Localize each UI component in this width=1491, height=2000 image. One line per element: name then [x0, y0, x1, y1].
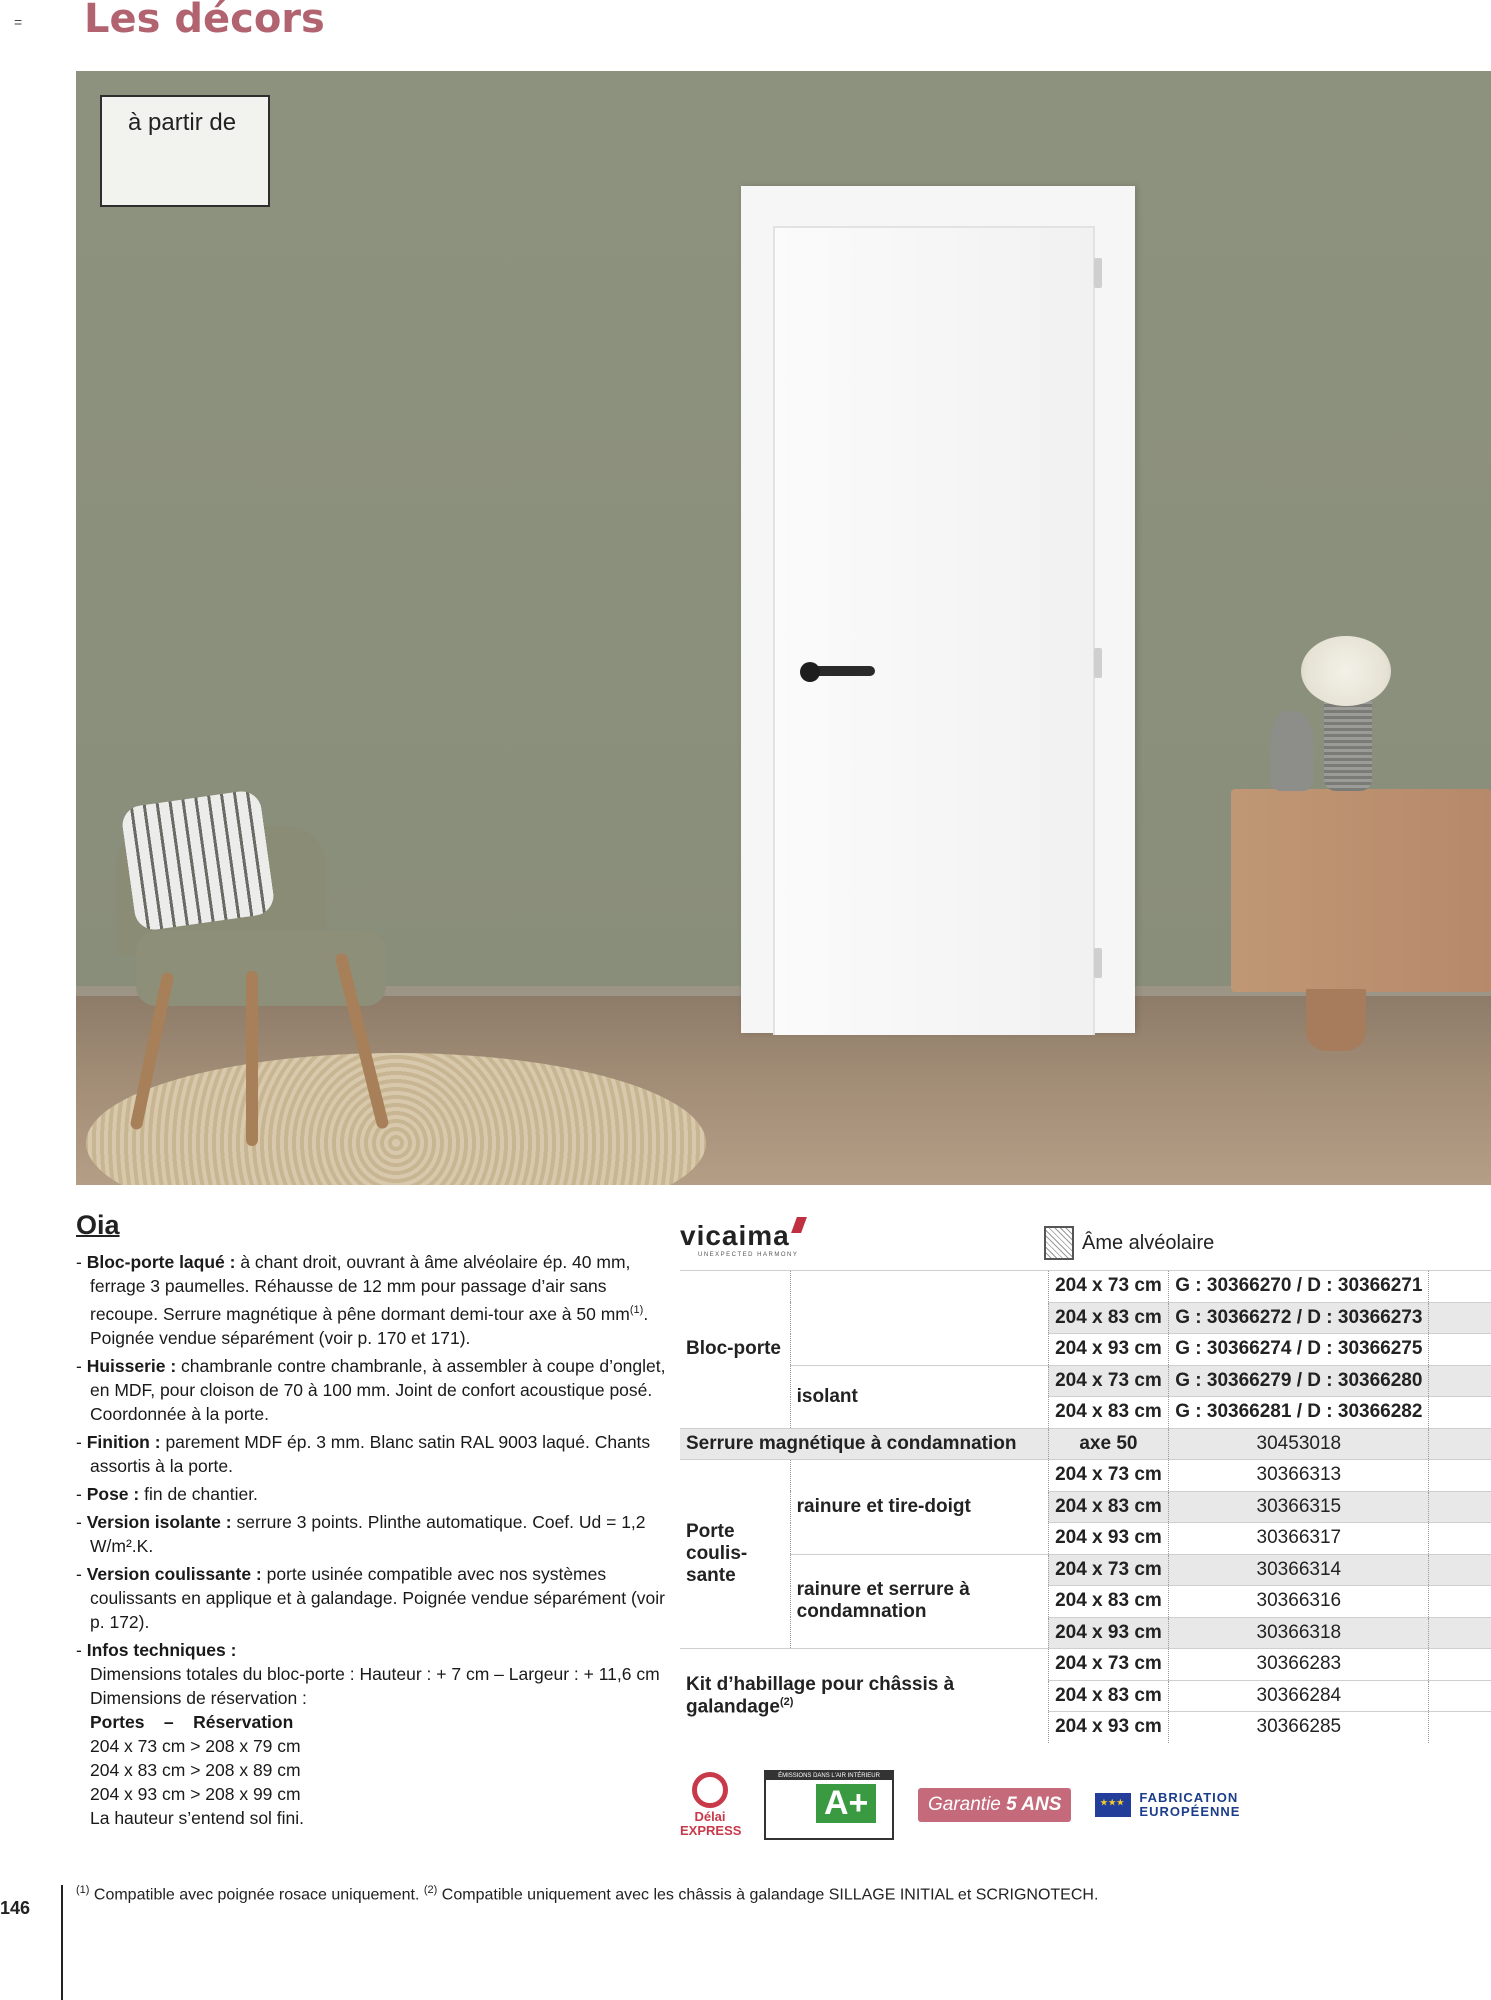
price-label: à partir de [128, 109, 237, 136]
empty-cell [1429, 1680, 1491, 1712]
garantie-badge [918, 1788, 1071, 1822]
spec-label: Version isolante : [86, 1511, 232, 1532]
spec-list [76, 1250, 666, 1830]
armchair-leg [246, 971, 258, 1146]
empty-cell [1429, 1334, 1491, 1366]
footnote-sup: (2) [423, 1884, 438, 1896]
empty-cell [1429, 1397, 1491, 1429]
delai-line: Délai [694, 1809, 726, 1824]
air-emission-grade: A+ [816, 1784, 876, 1823]
sideboard-foot [1306, 989, 1366, 1051]
spec-text: serrure 3 points. Plinthe automatique. Coef. Ud = 1,2 W/m².K. [90, 1511, 646, 1556]
size-cell: 204 x 93 cm [1048, 1523, 1169, 1555]
ref-cell: G : 30366279 / D : 30366280 [1169, 1365, 1429, 1397]
row-sublabel-rainure-tire: rainure et tire-doigt [790, 1460, 1048, 1555]
eu-flag-icon [1095, 1793, 1131, 1817]
air-emission-badge [764, 1770, 894, 1840]
footnotes [76, 1884, 1098, 1904]
empty-cell [1429, 1271, 1491, 1303]
ref-cell: 30366283 [1169, 1649, 1429, 1681]
garantie-years: 5 ANS [1006, 1794, 1062, 1815]
spec-item: - Finition : parement MDF ép. 3 mm. Blanc satin RAL 9003 laqué. Chants assortis à la porte. [76, 1431, 651, 1476]
size-cell: 204 x 93 cm [1048, 1617, 1169, 1649]
delai-express-badge [680, 1772, 740, 1838]
delivery-icon [692, 1772, 728, 1808]
eu-line: EUROPÉENNE [1139, 1804, 1241, 1819]
hinge [1094, 258, 1102, 288]
spec-label: Finition : [86, 1431, 161, 1452]
garantie-text: Garantie [928, 1794, 1007, 1815]
empty-cell [1429, 1302, 1491, 1334]
page-number: 146 [0, 1898, 31, 1918]
ref-cell: G : 30366281 / D : 30366282 [1169, 1397, 1429, 1429]
ref-cell: 30366284 [1169, 1680, 1429, 1712]
sideboard [1231, 789, 1491, 992]
hero-photo [76, 71, 1491, 1185]
size-cell: 204 x 73 cm [1048, 1649, 1169, 1681]
size-cell: 204 x 93 cm [1048, 1334, 1169, 1366]
vase [1324, 691, 1372, 791]
reservation-row: 204 x 83 cm > 208 x 89 cm [90, 1759, 301, 1780]
empty-cell [1429, 1554, 1491, 1586]
ref-cell: 30366318 [1169, 1617, 1429, 1649]
empty-cell [1429, 1428, 1491, 1460]
page-divider [61, 1885, 63, 2000]
empty-cell [1429, 1649, 1491, 1681]
door-frame [741, 186, 1135, 1033]
size-cell: axe 50 [1048, 1428, 1169, 1460]
spec-item: - Version coulissante : porte usinée compatible avec nos systèmes coulissants en applique et à galandage. Poignée vendue séparément (voir p. 172). [76, 1563, 665, 1632]
vase [1271, 711, 1313, 791]
ref-cell: G : 30366274 / D : 30366275 [1169, 1334, 1429, 1366]
table-row [680, 1554, 1491, 1586]
spec-text: parement MDF ép. 3 mm. Blanc satin RAL 9003 laqué. Chants assortis à la porte. [90, 1431, 651, 1476]
row-label-bloc-porte: Bloc-porte [680, 1271, 790, 1429]
door-handle-rose [800, 662, 820, 682]
ref-cell: 30366285 [1169, 1712, 1429, 1743]
ref-cell: G : 30366272 / D : 30366273 [1169, 1302, 1429, 1334]
spec-text: . Poignée vendue séparément (voir p. 170 et 171). [90, 1303, 649, 1348]
page-title: Les décors [84, 0, 325, 42]
table-row [680, 1365, 1491, 1397]
table-row [680, 1460, 1491, 1492]
door-leaf [773, 226, 1095, 1035]
menu-icon[interactable]: = [14, 14, 23, 30]
size-cell: 204 x 83 cm [1048, 1397, 1169, 1429]
kit-label: Kit d’habillage pour châssis à galandage [686, 1673, 955, 1717]
empty-cell [1429, 1586, 1491, 1618]
row-label-serrure: Serrure magnétique à condamnation [680, 1428, 1048, 1460]
table-row [680, 1428, 1491, 1460]
size-cell: 204 x 83 cm [1048, 1491, 1169, 1523]
infos-line: Dimensions de réservation : [90, 1687, 307, 1708]
reservation-row: 204 x 93 cm > 208 x 99 cm [90, 1783, 301, 1804]
size-cell: 204 x 83 cm [1048, 1680, 1169, 1712]
ref-cell: 30453018 [1169, 1428, 1429, 1460]
hinge [1094, 948, 1102, 978]
ame-label: Âme alvéolaire [1082, 1231, 1215, 1254]
empty-cell [1429, 1460, 1491, 1492]
brand-name: vicaima [680, 1220, 790, 1251]
spec-item: - Pose : fin de chantier. [76, 1483, 258, 1504]
row-label-kit [680, 1649, 1048, 1743]
size-cell: 204 x 83 cm [1048, 1586, 1169, 1618]
ref-cell: 30366315 [1169, 1491, 1429, 1523]
spec-item: - Version isolante : serrure 3 points. Plinthe automatique. Coef. Ud = 1,2 W/m².K. [76, 1511, 646, 1556]
spec-label: Infos techniques : [86, 1639, 237, 1660]
size-cell: 204 x 73 cm [1048, 1365, 1169, 1397]
ref-cell: 30366313 [1169, 1460, 1429, 1492]
empty-cell [1429, 1617, 1491, 1649]
size-cell: 204 x 73 cm [1048, 1554, 1169, 1586]
ref-cell: 30366314 [1169, 1554, 1429, 1586]
fabrication-europeenne-badge [1095, 1791, 1240, 1819]
infos-note: La hauteur s’entend sol fini. [90, 1807, 305, 1828]
row-sublabel-isolant: isolant [790, 1365, 1048, 1428]
footnote-text: Compatible uniquement avec les châssis à galandage SILLAGE INITIAL et SCRIGNOTECH. [437, 1886, 1099, 1904]
eu-line: FABRICATION [1139, 1790, 1239, 1805]
spec-item: - Bloc-porte laqué : à chant droit, ouvrant à âme alvéolaire ép. 40 mm, ferrage 3 paumelles. Réhausse de 12 mm pour passage d’air sans recoupe. Serrure magnétique à pêne dormant demi-tour axe à 50 $mm^{(1)}$. Poignée vendue séparément (voir p. 170 et 171). [76, 1252, 649, 1348]
flowers [1301, 636, 1391, 706]
table-row [680, 1271, 1491, 1303]
brand-logo [680, 1220, 798, 1258]
row-sublabel [790, 1271, 1048, 1366]
empty-cell [1429, 1523, 1491, 1555]
price-box [100, 95, 270, 207]
spec-label: Version coulissante : [86, 1563, 262, 1584]
ref-cell: 30366317 [1169, 1523, 1429, 1555]
ref-cell: G : 30366270 / D : 30366271 [1169, 1271, 1429, 1303]
spec-label: Huisserie : [86, 1355, 177, 1376]
spec-text: porte usinée compatible avec nos systèmes coulissants en applique et à galandage. Poignée vendue séparément (voir p. 172). [90, 1563, 665, 1632]
table-row [680, 1649, 1491, 1681]
row-label-porte-coulissante: Porte coulis-sante [680, 1460, 790, 1649]
empty-cell [1429, 1712, 1491, 1743]
size-cell: 204 x 73 cm [1048, 1460, 1169, 1492]
air-emission-title: ÉMISSIONS DANS L'AIR INTÉRIEUR [766, 1772, 892, 1780]
spec-item: - Infos techniques : [76, 1639, 237, 1660]
ref-cell: 30366316 [1169, 1586, 1429, 1618]
row-sublabel-rainure-serrure: rainure et serrure à condamnation [790, 1554, 1048, 1649]
hinge [1094, 648, 1102, 678]
brand-tagline: UNEXPECTED HARMONY [698, 1252, 799, 1258]
size-cell: 204 x 93 cm [1048, 1712, 1169, 1743]
size-cell: 204 x 83 cm [1048, 1302, 1169, 1334]
footnote-text: Compatible avec poignée rosace uniquement. [89, 1886, 424, 1904]
reservation-head: Portes – Réservation [90, 1711, 294, 1732]
kit-sup: (2) [779, 1695, 794, 1708]
empty-cell [1429, 1365, 1491, 1397]
spec-sup: (1) [629, 1304, 644, 1316]
infos-line: Dimensions totales du bloc-porte : Hauteur : + 7 cm – Largeur : + 11,6 cm [90, 1663, 660, 1684]
spec-text: à chant droit, ouvrant à âme alvéolaire ép. 40 mm, ferrage 3 paumelles. Réhausse de 12 mm pour passage d’air sans recoupe. Serrure magnétique à pêne dormant demi-tour axe à 50 mm [90, 1252, 631, 1324]
footnote-sup: (1) [76, 1884, 90, 1896]
pillow [120, 789, 276, 932]
spec-item: - Huisserie : chambranle contre chambranle, à assembler à coupe d’onglet, en MDF, pour cloison de 70 à 100 mm. Joint de confort acoustique posé. Coordonnée à la porte. [76, 1355, 666, 1424]
reference-table [680, 1270, 1491, 1743]
delai-line: EXPRESS [680, 1823, 742, 1838]
badges [680, 1770, 1240, 1840]
spec-label: Pose : [86, 1483, 140, 1504]
product-name: Oia [76, 1210, 120, 1240]
reservation-row: 204 x 73 cm > 208 x 79 cm [90, 1735, 301, 1756]
honeycomb-core-icon [1044, 1226, 1074, 1260]
empty-cell [1429, 1491, 1491, 1523]
spec-text: chambranle contre chambranle, à assembler à coupe d’onglet, en MDF, pour cloison de 70 à 100 mm. Joint de confort acoustique posé. Coordonnée à la porte. [90, 1355, 666, 1424]
ame-alveolaire [1044, 1226, 1214, 1260]
size-cell: 204 x 73 cm [1048, 1271, 1169, 1303]
spec-label: Bloc-porte laqué : [86, 1252, 236, 1272]
spec-text: fin de chantier. [139, 1483, 258, 1504]
